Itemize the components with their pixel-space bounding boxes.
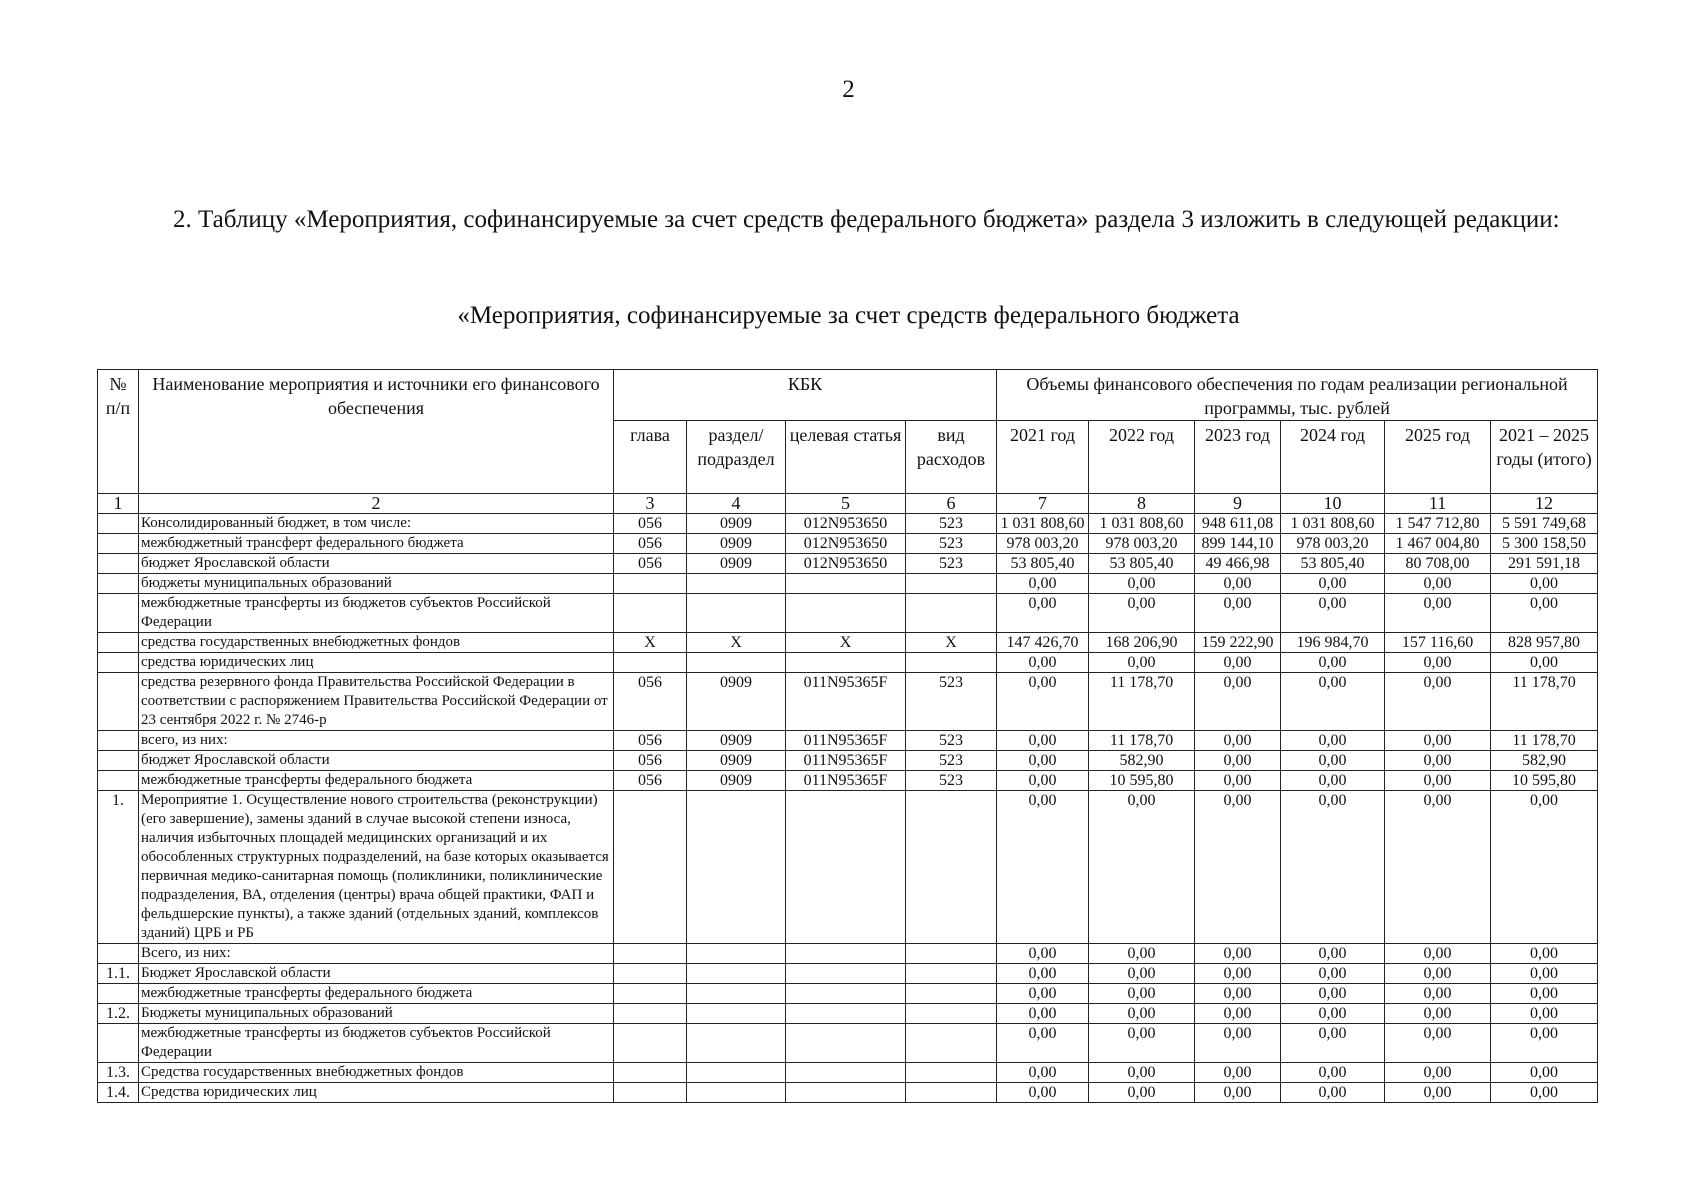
value-2025: 0,00 [1385, 1083, 1491, 1103]
kbk-vid [906, 944, 997, 964]
kbk-vid [906, 1024, 997, 1063]
kbk-vid: 523 [906, 751, 997, 771]
value-2024: 0,00 [1281, 574, 1385, 594]
table-title: «Мероприятия, софинансируемые за счет средств федерального бюджета [457, 302, 1240, 329]
value-total: 0,00 [1491, 653, 1598, 673]
kbk-glava [614, 964, 687, 984]
value-2021: 53 805,40 [997, 554, 1089, 574]
kbk-vid: 523 [906, 514, 997, 534]
row-index: 1.3. [98, 1063, 139, 1083]
row-name: Консолидированный бюджет, в том числе: [139, 514, 614, 534]
kbk-celevaya [786, 944, 906, 964]
kbk-celevaya [786, 574, 906, 594]
value-2021: 1 031 808,60 [997, 514, 1089, 534]
kbk-celevaya: 011N95365F [786, 751, 906, 771]
kbk-celevaya: 012N953650 [786, 534, 906, 554]
column-number: 8 [1089, 494, 1195, 514]
value-2022: 0,00 [1089, 964, 1195, 984]
kbk-celevaya: 011N95365F [786, 771, 906, 791]
value-2025: 0,00 [1385, 791, 1491, 944]
row-index: 1.4. [98, 1083, 139, 1103]
value-2021: 0,00 [997, 653, 1089, 673]
value-2022: 0,00 [1089, 944, 1195, 964]
column-number: 10 [1281, 494, 1385, 514]
kbk-glava [614, 1063, 687, 1083]
value-total: 11 178,70 [1491, 673, 1598, 731]
value-2023: 0,00 [1195, 1024, 1281, 1063]
kbk-razdel [687, 574, 786, 594]
column-number: 6 [906, 494, 997, 514]
value-2021: 0,00 [997, 1004, 1089, 1024]
value-total: 0,00 [1491, 594, 1598, 633]
table-row [98, 964, 1598, 984]
value-2025: 157 116,60 [1385, 633, 1491, 653]
kbk-razdel: 0909 [687, 673, 786, 731]
table-row [98, 731, 1598, 751]
kbk-vid: 523 [906, 673, 997, 731]
value-2025: 0,00 [1385, 1004, 1491, 1024]
value-2025: 0,00 [1385, 1024, 1491, 1063]
value-2022: 0,00 [1089, 1063, 1195, 1083]
value-2024: 0,00 [1281, 1004, 1385, 1024]
kbk-glava: 056 [614, 514, 687, 534]
row-index [98, 731, 139, 751]
value-2025: 0,00 [1385, 984, 1491, 1004]
table-row [98, 1063, 1598, 1083]
value-2022: 0,00 [1089, 574, 1195, 594]
header-2024: 2024 год [1281, 421, 1385, 494]
kbk-vid [906, 1063, 997, 1083]
table-row [98, 1083, 1598, 1103]
column-number: 4 [687, 494, 786, 514]
table-row [98, 673, 1598, 731]
value-2021: 0,00 [997, 751, 1089, 771]
table-row [98, 944, 1598, 964]
row-name: Бюджеты муниципальных образований [139, 1004, 614, 1024]
row-name: средства резервного фонда Правительства Российской Федерации в соответствии с распоряжением Правительства Российской Федерации от 23 сентября 2022 г. № 2746-р [139, 673, 614, 731]
row-name: межбюджетные трансферты федерального бюджета [139, 771, 614, 791]
row-index [98, 944, 139, 964]
value-total: 0,00 [1491, 574, 1598, 594]
kbk-razdel: Х [687, 633, 786, 653]
kbk-celevaya [786, 1024, 906, 1063]
row-name: всего, из них: [139, 731, 614, 751]
table-row [98, 1004, 1598, 1024]
row-name: Бюджет Ярославской области [139, 964, 614, 984]
value-total: 582,90 [1491, 751, 1598, 771]
value-2023: 0,00 [1195, 731, 1281, 751]
kbk-glava [614, 1083, 687, 1103]
kbk-glava: 056 [614, 771, 687, 791]
table-body [98, 494, 1598, 1103]
value-2022: 11 178,70 [1089, 731, 1195, 751]
row-index [98, 633, 139, 653]
value-2023: 0,00 [1195, 574, 1281, 594]
row-index [98, 594, 139, 633]
kbk-glava: 056 [614, 731, 687, 751]
value-2024: 53 805,40 [1281, 554, 1385, 574]
column-number-row [98, 494, 1598, 514]
row-index [98, 984, 139, 1004]
value-total: 0,00 [1491, 1024, 1598, 1063]
value-2024: 0,00 [1281, 964, 1385, 984]
row-name: межбюджетный трансферт федерального бюджета [139, 534, 614, 554]
value-2024: 196 984,70 [1281, 633, 1385, 653]
column-number: 11 [1385, 494, 1491, 514]
kbk-razdel: 0909 [687, 771, 786, 791]
row-index [98, 751, 139, 771]
header-num: № п/п [98, 370, 139, 494]
header-2023: 2023 год [1195, 421, 1281, 494]
kbk-razdel [687, 594, 786, 633]
column-number: 3 [614, 494, 687, 514]
kbk-celevaya [786, 653, 906, 673]
kbk-celevaya [786, 791, 906, 944]
kbk-vid [906, 964, 997, 984]
kbk-razdel [687, 1063, 786, 1083]
kbk-vid [906, 1083, 997, 1103]
kbk-razdel [687, 653, 786, 673]
value-2023: 0,00 [1195, 1063, 1281, 1083]
value-total: 11 178,70 [1491, 731, 1598, 751]
table-row [98, 653, 1598, 673]
column-number: 12 [1491, 494, 1598, 514]
value-2023: 0,00 [1195, 1004, 1281, 1024]
kbk-vid [906, 791, 997, 944]
kbk-glava: 056 [614, 751, 687, 771]
value-2025: 0,00 [1385, 1063, 1491, 1083]
value-2023: 0,00 [1195, 771, 1281, 791]
header-name: Наименование мероприятия и источники его финансового обеспечения [139, 370, 614, 494]
kbk-vid: 523 [906, 731, 997, 751]
value-2021: 0,00 [997, 574, 1089, 594]
table-row [98, 984, 1598, 1004]
value-2023: 0,00 [1195, 944, 1281, 964]
value-2025: 0,00 [1385, 771, 1491, 791]
row-name: бюджет Ярославской области [139, 554, 614, 574]
row-name: Средства государственных внебюджетных фондов [139, 1063, 614, 1083]
kbk-glava: 056 [614, 673, 687, 731]
value-2024: 0,00 [1281, 771, 1385, 791]
value-2021: 0,00 [997, 1024, 1089, 1063]
row-index: 1. [98, 791, 139, 944]
value-2025: 80 708,00 [1385, 554, 1491, 574]
header-glava: глава [614, 421, 687, 494]
row-name: межбюджетные трансферты из бюджетов субъектов Российской Федерации [139, 594, 614, 633]
value-total: 0,00 [1491, 944, 1598, 964]
value-total: 0,00 [1491, 964, 1598, 984]
header-total: 2021 – 2025 годы (итого) [1491, 421, 1598, 494]
value-2025: 0,00 [1385, 731, 1491, 751]
kbk-glava [614, 594, 687, 633]
column-number: 5 [786, 494, 906, 514]
value-2022: 10 595,80 [1089, 771, 1195, 791]
value-2021: 147 426,70 [997, 633, 1089, 653]
value-2024: 0,00 [1281, 653, 1385, 673]
value-2023: 49 466,98 [1195, 554, 1281, 574]
kbk-celevaya [786, 1083, 906, 1103]
kbk-razdel: 0909 [687, 751, 786, 771]
row-name: межбюджетные трансферты из бюджетов субъектов Российской Федерации [139, 1024, 614, 1063]
value-2022: 0,00 [1089, 594, 1195, 633]
value-2023: 0,00 [1195, 673, 1281, 731]
value-total: 0,00 [1491, 1083, 1598, 1103]
header-2021: 2021 год [997, 421, 1089, 494]
kbk-celevaya [786, 984, 906, 1004]
value-2025: 0,00 [1385, 964, 1491, 984]
kbk-razdel [687, 964, 786, 984]
kbk-glava [614, 653, 687, 673]
table-row [98, 554, 1598, 574]
value-2025: 0,00 [1385, 574, 1491, 594]
value-2024: 0,00 [1281, 673, 1385, 731]
kbk-razdel: 0909 [687, 514, 786, 534]
row-index [98, 673, 139, 731]
row-name: Мероприятие 1. Осуществление нового строительства (реконструкции) (его завершение), замены зданий в случае высокой степени износа, наличия избыточных площадей медицинских организаций и их обособленных структурных подразделений, на базе которых оказывается первичная медико-санитарная помощь (поликлиники, поликлинические подразделения, ВА, отделения (центры) врача общей практики, ФАП и фельдшерские пункты), а также зданий (отдельных зданий, комплексов зданий) ЦРБ и РБ [139, 791, 614, 944]
value-2023: 0,00 [1195, 984, 1281, 1004]
value-2023: 0,00 [1195, 751, 1281, 771]
kbk-glava [614, 944, 687, 964]
value-2025: 0,00 [1385, 594, 1491, 633]
kbk-vid [906, 984, 997, 1004]
kbk-vid: 523 [906, 771, 997, 791]
value-2025: 0,00 [1385, 673, 1491, 731]
header-volumes: Объемы финансового обеспечения по годам реализации региональной программы, тыс. рублей [997, 370, 1598, 421]
kbk-glava: 056 [614, 534, 687, 554]
kbk-glava [614, 1004, 687, 1024]
kbk-vid: Х [906, 633, 997, 653]
kbk-glava [614, 1024, 687, 1063]
table-row [98, 514, 1598, 534]
column-number: 7 [997, 494, 1089, 514]
value-2021: 0,00 [997, 594, 1089, 633]
kbk-vid [906, 594, 997, 633]
value-2023: 948 611,08 [1195, 514, 1281, 534]
kbk-celevaya: 012N953650 [786, 514, 906, 534]
kbk-glava [614, 574, 687, 594]
value-2025: 0,00 [1385, 944, 1491, 964]
row-index: 1.2. [98, 1004, 139, 1024]
value-2023: 0,00 [1195, 964, 1281, 984]
kbk-celevaya [786, 1063, 906, 1083]
kbk-celevaya [786, 594, 906, 633]
kbk-vid [906, 653, 997, 673]
value-2023: 0,00 [1195, 594, 1281, 633]
value-2021: 0,00 [997, 1083, 1089, 1103]
value-2025: 1 547 712,80 [1385, 514, 1491, 534]
row-index [98, 534, 139, 554]
value-total: 0,00 [1491, 1063, 1598, 1083]
column-number: 1 [98, 494, 139, 514]
kbk-vid [906, 574, 997, 594]
value-2021: 0,00 [997, 731, 1089, 751]
value-2021: 0,00 [997, 771, 1089, 791]
value-total: 10 595,80 [1491, 771, 1598, 791]
value-2021: 0,00 [997, 673, 1089, 731]
row-name: средства государственных внебюджетных фондов [139, 633, 614, 653]
column-number: 9 [1195, 494, 1281, 514]
table-row [98, 574, 1598, 594]
kbk-razdel: 0909 [687, 554, 786, 574]
value-2022: 11 178,70 [1089, 673, 1195, 731]
value-total: 0,00 [1491, 1004, 1598, 1024]
value-2024: 0,00 [1281, 751, 1385, 771]
value-2021: 0,00 [997, 944, 1089, 964]
header-vid: вид расходов [906, 421, 997, 494]
value-2021: 978 003,20 [997, 534, 1089, 554]
kbk-razdel [687, 944, 786, 964]
value-total: 5 591 749,68 [1491, 514, 1598, 534]
kbk-razdel [687, 1083, 786, 1103]
value-2023: 899 144,10 [1195, 534, 1281, 554]
kbk-razdel [687, 984, 786, 1004]
value-total: 291 591,18 [1491, 554, 1598, 574]
value-2024: 1 031 808,60 [1281, 514, 1385, 534]
table-row [98, 534, 1598, 554]
header-celevaya: целевая статья [786, 421, 906, 494]
row-name: бюджеты муниципальных образований [139, 574, 614, 594]
column-number: 2 [139, 494, 614, 514]
value-2022: 1 031 808,60 [1089, 514, 1195, 534]
value-2025: 0,00 [1385, 653, 1491, 673]
value-2021: 0,00 [997, 984, 1089, 1004]
value-2022: 0,00 [1089, 791, 1195, 944]
value-2022: 0,00 [1089, 1083, 1195, 1103]
row-index [98, 514, 139, 534]
value-2024: 0,00 [1281, 731, 1385, 751]
row-name: бюджет Ярославской области [139, 751, 614, 771]
financing-table [97, 369, 1598, 1103]
value-2022: 978 003,20 [1089, 534, 1195, 554]
kbk-celevaya: 011N95365F [786, 673, 906, 731]
intro-paragraph: 2. Таблицу «Мероприятия, софинансируемые за счет средств федерального бюджета» раздела 3 изложить в следующей редакции: [173, 206, 1560, 233]
value-2025: 0,00 [1385, 751, 1491, 771]
value-2025: 1 467 004,80 [1385, 534, 1491, 554]
kbk-glava: 056 [614, 554, 687, 574]
value-2022: 0,00 [1089, 984, 1195, 1004]
value-2024: 978 003,20 [1281, 534, 1385, 554]
value-total: 0,00 [1491, 984, 1598, 1004]
value-2024: 0,00 [1281, 1024, 1385, 1063]
kbk-razdel: 0909 [687, 534, 786, 554]
kbk-razdel [687, 1024, 786, 1063]
row-index: 1.1. [98, 964, 139, 984]
row-name: средства юридических лиц [139, 653, 614, 673]
kbk-glava [614, 984, 687, 1004]
table-row [98, 633, 1598, 653]
value-2024: 0,00 [1281, 1063, 1385, 1083]
value-2023: 0,00 [1195, 791, 1281, 944]
row-index [98, 653, 139, 673]
value-total: 0,00 [1491, 791, 1598, 944]
table-row [98, 791, 1598, 944]
value-2021: 0,00 [997, 791, 1089, 944]
table-row [98, 594, 1598, 633]
value-2024: 0,00 [1281, 791, 1385, 944]
value-total: 5 300 158,50 [1491, 534, 1598, 554]
kbk-glava: Х [614, 633, 687, 653]
value-2022: 0,00 [1089, 653, 1195, 673]
row-index [98, 574, 139, 594]
table-row [98, 751, 1598, 771]
value-2023: 159 222,90 [1195, 633, 1281, 653]
header-kbk: КБК [614, 370, 997, 421]
kbk-celevaya: 012N953650 [786, 554, 906, 574]
header-2025: 2025 год [1385, 421, 1491, 494]
value-total: 828 957,80 [1491, 633, 1598, 653]
kbk-razdel: 0909 [687, 731, 786, 751]
value-2022: 582,90 [1089, 751, 1195, 771]
kbk-vid [906, 1004, 997, 1024]
table-row [98, 1024, 1598, 1063]
row-index [98, 771, 139, 791]
kbk-glava [614, 791, 687, 944]
value-2022: 168 206,90 [1089, 633, 1195, 653]
kbk-celevaya: 011N95365F [786, 731, 906, 751]
row-name: Средства юридических лиц [139, 1083, 614, 1103]
header-razdel: раздел/ подраздел [687, 421, 786, 494]
table-row [98, 771, 1598, 791]
kbk-razdel [687, 1004, 786, 1024]
kbk-celevaya: Х [786, 633, 906, 653]
kbk-vid: 523 [906, 554, 997, 574]
kbk-razdel [687, 791, 786, 944]
row-index [98, 554, 139, 574]
row-index [98, 1024, 139, 1063]
value-2024: 0,00 [1281, 1083, 1385, 1103]
value-2023: 0,00 [1195, 653, 1281, 673]
value-2021: 0,00 [997, 964, 1089, 984]
page-number: 2 [842, 76, 855, 103]
header-2022: 2022 год [1089, 421, 1195, 494]
value-2024: 0,00 [1281, 944, 1385, 964]
value-2021: 0,00 [997, 1063, 1089, 1083]
kbk-celevaya [786, 964, 906, 984]
value-2023: 0,00 [1195, 1083, 1281, 1103]
kbk-celevaya [786, 1004, 906, 1024]
value-2024: 0,00 [1281, 984, 1385, 1004]
row-name: межбюджетные трансферты федерального бюджета [139, 984, 614, 1004]
value-2024: 0,00 [1281, 594, 1385, 633]
kbk-vid: 523 [906, 534, 997, 554]
value-2022: 0,00 [1089, 1024, 1195, 1063]
value-2022: 0,00 [1089, 1004, 1195, 1024]
row-name: Всего, из них: [139, 944, 614, 964]
value-2022: 53 805,40 [1089, 554, 1195, 574]
